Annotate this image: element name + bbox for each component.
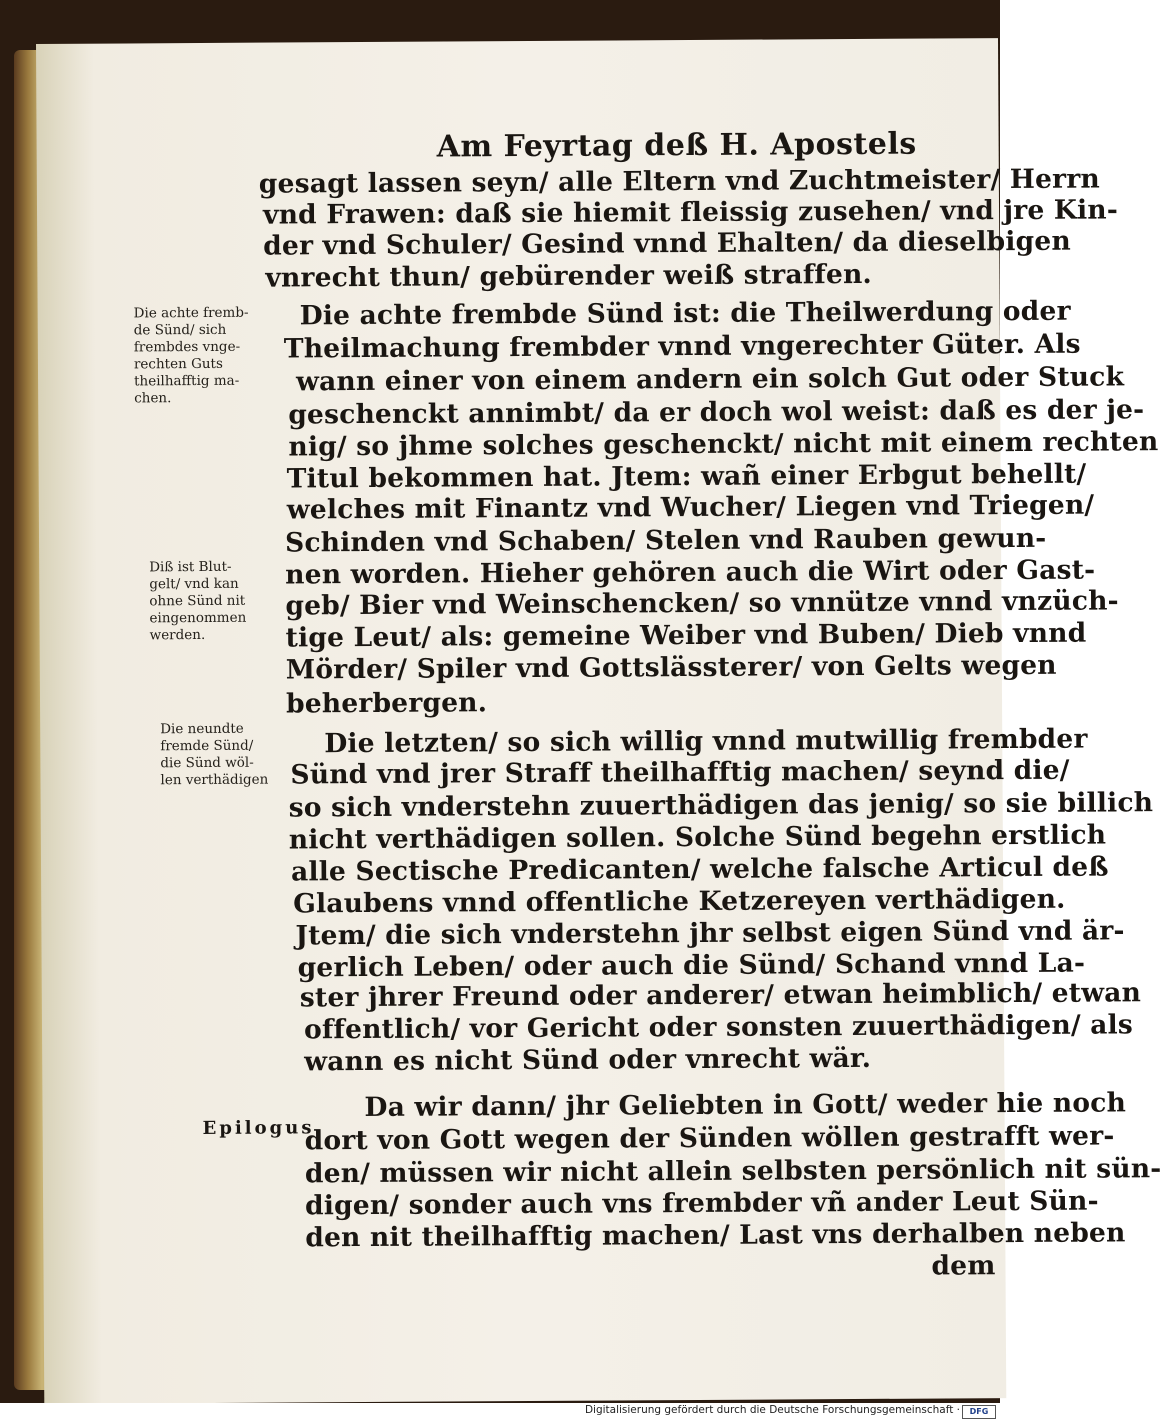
body-line: Theilmachung frembder vnnd vngerechter Güter. Als [283, 328, 1081, 365]
marginal-note-line: Die achte fremb- [133, 304, 249, 322]
body-line: geb/ Bier vnd Weinschencken/ so vnnütze vnnd vnzüch- [285, 585, 1119, 622]
running-head: Am Feyrtag deß H. Apostels [436, 126, 917, 165]
body-line: Glaubens vnnd offentliche Ketzereyen verthädigen. [293, 883, 1066, 920]
body-line: Da wir dann/ jhr Geliebten in Gott/ weder hie noch [364, 1087, 1127, 1124]
body-line: nig/ so jhme solches geschenckt/ nicht mit einem rechten [288, 426, 1159, 463]
body-line: gerlich Leben/ oder auch die Sünd/ Schand vnnd La- [297, 947, 1086, 984]
marginal-note-line: Diß ist Blut- [149, 558, 232, 576]
body-line: Titul bekommen hat. Jtem: wañ einer Erbgut behellt/ [286, 458, 1087, 495]
marginal-note-line: chen. [134, 390, 172, 407]
funding-credit: Digitalisierung gefördert durch die Deutsche Forschungsgemeinschaft · [584, 1404, 960, 1416]
body-line: welches mit Finantz vnd Wucher/ Liegen vnd Triegen/ [286, 489, 1095, 526]
body-line: ster jhrer Freund oder anderer/ etwan heimblich/ etwan [299, 977, 1142, 1014]
body-line: wann einer von einem andern ein solch Gut oder Stuck [295, 361, 1125, 398]
body-line: wann es nicht Sünd oder vnrecht wär. [304, 1042, 872, 1078]
marginal-note-line: Die neundte [160, 720, 244, 738]
marginal-note-line: frembdes vnge- [133, 338, 241, 356]
body-line: Mörder/ Spiler vnd Gottslässterer/ von Gelts wegen [285, 649, 1057, 686]
body-line: den nit theilhafftig machen/ Last vns derhalben neben [305, 1217, 1126, 1254]
body-line: Die achte frembde Sünd ist: die Theilwerdung oder [299, 295, 1071, 332]
marginal-note-line: fremde Sünd/ [160, 737, 254, 755]
body-line: vnrecht thun/ gebürender weiß straffen. [265, 258, 873, 294]
body-line: offentlich/ vor Gericht oder sonsten zuuerthädigen/ als [303, 1009, 1134, 1046]
marginal-note-line: ohne Sünd nit [149, 592, 246, 610]
body-line: vnd Frawen: daß sie hiemit fleissig zusehen/ vnd jre Kin- [262, 194, 1119, 231]
body-line: gesagt lassen seyn/ alle Eltern vnd Zuchtmeister/ Herrn [258, 163, 1101, 200]
marginal-note-line: die Sünd wöl- [160, 754, 254, 772]
body-line: den/ müssen wir nicht allein selbsten persönlich nit sün- [304, 1153, 1162, 1190]
epilogus-margin-label: Epilogus [202, 1117, 315, 1140]
body-line: geschenckt annimbt/ da er doch wol weist: daß es der je- [288, 394, 1145, 431]
marginal-note-line: theilhafftig ma- [134, 372, 240, 390]
body-line: der vnd Schuler/ Gesind vnnd Ehalten/ da dieselbigen [263, 225, 1071, 262]
marginal-note-line: de Sünd/ sich [133, 321, 227, 339]
dfg-logo: DFG [962, 1405, 996, 1419]
body-line: so sich vnderstehn zuuerthädigen das jenig/ so sie billich [288, 787, 1154, 824]
body-line: alle Sectische Predicanten/ welche falsche Articul deß [290, 851, 1109, 888]
body-line: Jtem/ die sich vnderstehn jhr selbst eigen Sünd vnd är- [295, 915, 1125, 952]
marginal-note-line: eingenommen [149, 609, 247, 627]
body-line: dort von Gott wegen der Sünden wöllen gestrafft wer- [304, 1120, 1115, 1157]
marginal-note-line: len verthädigen [160, 771, 269, 789]
body-line: nen worden. Hieher gehören auch die Wirt oder Gast- [285, 554, 1096, 591]
body-line: beherbergen. [285, 687, 488, 720]
body-line: tige Leut/ als: gemeine Weiber vnd Buben/ Dieb vnnd [285, 617, 1087, 654]
body-line: digen/ sonder auch vns frembder vñ ander Leut Sün- [305, 1185, 1099, 1222]
paper-page [36, 38, 1162, 1404]
marginal-note-line: rechten Guts [133, 355, 223, 373]
body-line: Schinden vnd Schaben/ Stelen vnd Rauben gewun- [284, 522, 1047, 559]
body-line: dem [931, 1250, 996, 1282]
marginal-note-line: werden. [149, 626, 206, 644]
body-line: Die letzten/ so sich willig vnnd mutwillig frembder [324, 723, 1088, 760]
body-line: nicht verthädigen sollen. Solche Sünd begehn erstlich [288, 819, 1107, 856]
footer-bar [0, 1403, 1000, 1419]
marginal-note-line: gelt/ vnd kan [149, 575, 239, 593]
body-line: Sünd vnd jrer Straff theilhafftig machen/ seynd die/ [290, 754, 1070, 791]
